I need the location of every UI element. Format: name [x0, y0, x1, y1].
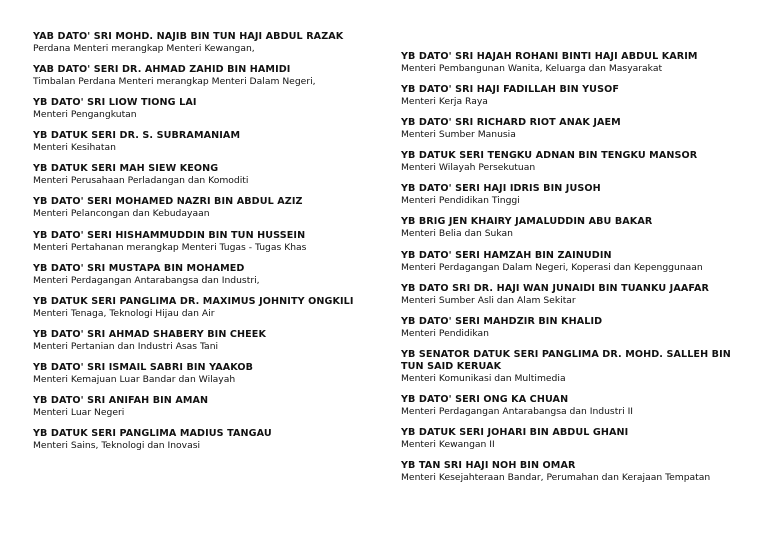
minister-name: YB DATO' SRI HAJI FADILLAH BIN YUSOF: [401, 84, 619, 96]
minister-entry: [401, 394, 746, 418]
minister-name: YB DATO' SRI RICHARD RIOT ANAK JAEM: [401, 117, 621, 129]
minister-entry: [401, 51, 746, 75]
minister-entry: [401, 183, 746, 207]
minister-portfolio: Menteri Pendidikan: [401, 327, 489, 339]
minister-portfolio: Menteri Belia dan Sukan: [401, 228, 513, 240]
minister-name: YB DATUK SERI PANGLIMA MADIUS TANGAU: [33, 428, 272, 440]
minister-portfolio: Menteri Sumber Manusia: [401, 129, 516, 141]
minister-name: YB DATO' SRI HAJAH ROHANI BINTI HAJI ABDUL KARIM: [401, 51, 698, 62]
minister-entry: [33, 428, 373, 452]
minister-name: YB DATUK SERI DR. S. SUBRAMANIAM: [33, 130, 241, 142]
minister-entry: [401, 349, 746, 385]
minister-name: YAB DATO' SRI MOHD. NAJIB BIN TUN HAJI ABDUL RAZAK: [33, 31, 344, 42]
minister-portfolio: Menteri Kemajuan Luar Bandar dan Wilayah: [33, 373, 236, 385]
minister-portfolio: Menteri Pelancongan dan Kebudayaan: [33, 208, 210, 220]
minister-entry: [401, 250, 746, 274]
minister-portfolio: Menteri Sains, Teknologi dan Inovasi: [33, 440, 201, 452]
minister-name: YB DATUK SERI TENGKU ADNAN BIN TENGKU MANSOR: [401, 150, 698, 162]
minister-portfolio: Menteri Pengangkutan: [33, 109, 137, 121]
left-column: [33, 31, 373, 461]
minister-portfolio: Timbalan Perdana Menteri merangkap Menteri Dalam Negeri,: [33, 76, 316, 88]
minister-name: YB DATO' SRI MUSTAPA BIN MOHAMED: [33, 262, 245, 274]
minister-entry: [33, 329, 373, 353]
minister-entry: [401, 84, 746, 108]
minister-entry: [33, 31, 373, 55]
minister-entry: [33, 296, 373, 320]
minister-portfolio: Menteri Perdagangan Antarabangsa dan Industri II: [401, 405, 633, 417]
right-column: [401, 51, 746, 493]
minister-entry: [33, 362, 373, 386]
minister-name: YB DATO' SERI HAMZAH BIN ZAINUDIN: [401, 249, 612, 261]
minister-portfolio: Menteri Pertanian dan Industri Asas Tani: [33, 340, 219, 352]
minister-name: YB DATUK SERI PANGLIMA DR. MAXIMUS JOHNITY ONGKILI: [33, 295, 354, 307]
minister-name: YAB DATO' SERI DR. AHMAD ZAHID BIN HAMIDI: [33, 64, 291, 76]
minister-entry: [401, 216, 746, 240]
minister-portfolio: Perdana Menteri merangkap Menteri Kewangan,: [33, 43, 255, 54]
minister-entry: [33, 130, 373, 154]
minister-name: YB DATO' SERI MOHAMED NAZRI BIN ABDUL AZIZ: [33, 196, 303, 208]
minister-portfolio: Menteri Tenaga, Teknologi Hijau dan Air: [33, 307, 215, 319]
minister-name: YB DATO' SERI MAHDZIR BIN KHALID: [401, 315, 603, 327]
minister-name: YB DATO' SERI HISHAMMUDDIN BIN TUN HUSSEIN: [33, 229, 306, 241]
minister-name: YB DATO' SRI ANIFAH BIN AMAN: [33, 395, 209, 407]
minister-portfolio: Menteri Luar Negeri: [33, 407, 125, 419]
minister-portfolio: Menteri Perdagangan Antarabangsa dan Industri,: [33, 274, 260, 286]
minister-entry: [33, 263, 373, 287]
minister-portfolio: Menteri Komunikasi dan Multimedia: [401, 372, 566, 384]
minister-entry: [401, 150, 746, 174]
minister-portfolio: Menteri Sumber Asli dan Alam Sekitar: [401, 294, 576, 306]
minister-name: YB DATUK SERI MAH SIEW KEONG: [33, 163, 219, 175]
minister-portfolio: Menteri Kerja Raya: [401, 96, 488, 108]
minister-name: YB DATO' SRI AHMAD SHABERY BIN CHEEK: [33, 328, 266, 340]
minister-entry: [401, 117, 746, 141]
minister-entry: [33, 163, 373, 187]
minister-portfolio: Menteri Perusahaan Perladangan dan Komoditi: [33, 175, 249, 187]
minister-name: YB BRIG JEN KHAIRY JAMALUDDIN ABU BAKAR: [401, 216, 653, 228]
minister-portfolio: Menteri Wilayah Persekutuan: [401, 162, 536, 174]
minister-entry: [33, 395, 373, 419]
minister-portfolio: Menteri Pendidikan Tinggi: [401, 195, 520, 207]
minister-entry: [401, 316, 746, 340]
minister-name: YB DATUK SERI JOHARI BIN ABDUL GHANI: [401, 427, 629, 439]
minister-name: YB TAN SRI HAJI NOH BIN OMAR: [401, 460, 576, 472]
minister-portfolio: Menteri Pembangunan Wanita, Keluarga dan Masyarakat: [401, 63, 663, 74]
minister-portfolio: Menteri Kesihatan: [33, 142, 116, 154]
minister-entry: [401, 427, 746, 451]
minister-entry: [33, 64, 373, 88]
minister-entry: [33, 97, 373, 121]
minister-portfolio: Menteri Pertahanan merangkap Menteri Tugas - Tugas Khas: [33, 241, 307, 253]
minister-name: YB DATO' SERI ONG KA CHUAN: [401, 393, 569, 405]
minister-name: YB DATO' SERI HAJI IDRIS BIN JUSOH: [401, 183, 601, 195]
minister-name: YB DATO' SRI LIOW TIONG LAI: [33, 97, 197, 109]
minister-portfolio: Menteri Kewangan II: [401, 439, 495, 451]
minister-entry: [401, 283, 746, 307]
minister-portfolio: Menteri Perdagangan Dalam Negeri, Koperasi dan Kepenggunaan: [401, 261, 703, 273]
minister-portfolio: Menteri Kesejahteraan Bandar, Perumahan dan Kerajaan Tempatan: [401, 472, 711, 484]
minister-name: YB DATO SRI DR. HAJI WAN JUNAIDI BIN TUANKU JAAFAR: [401, 282, 709, 294]
minister-entry: [401, 460, 746, 484]
minister-name: YB DATO' SRI ISMAIL SABRI BIN YAAKOB: [33, 361, 254, 373]
minister-name: YB SENATOR DATUK SERI PANGLIMA DR. MOHD. SALLEH BIN TUN SAID KERUAK: [401, 348, 731, 372]
minister-entry: [33, 230, 373, 254]
minister-entry: [33, 196, 373, 220]
